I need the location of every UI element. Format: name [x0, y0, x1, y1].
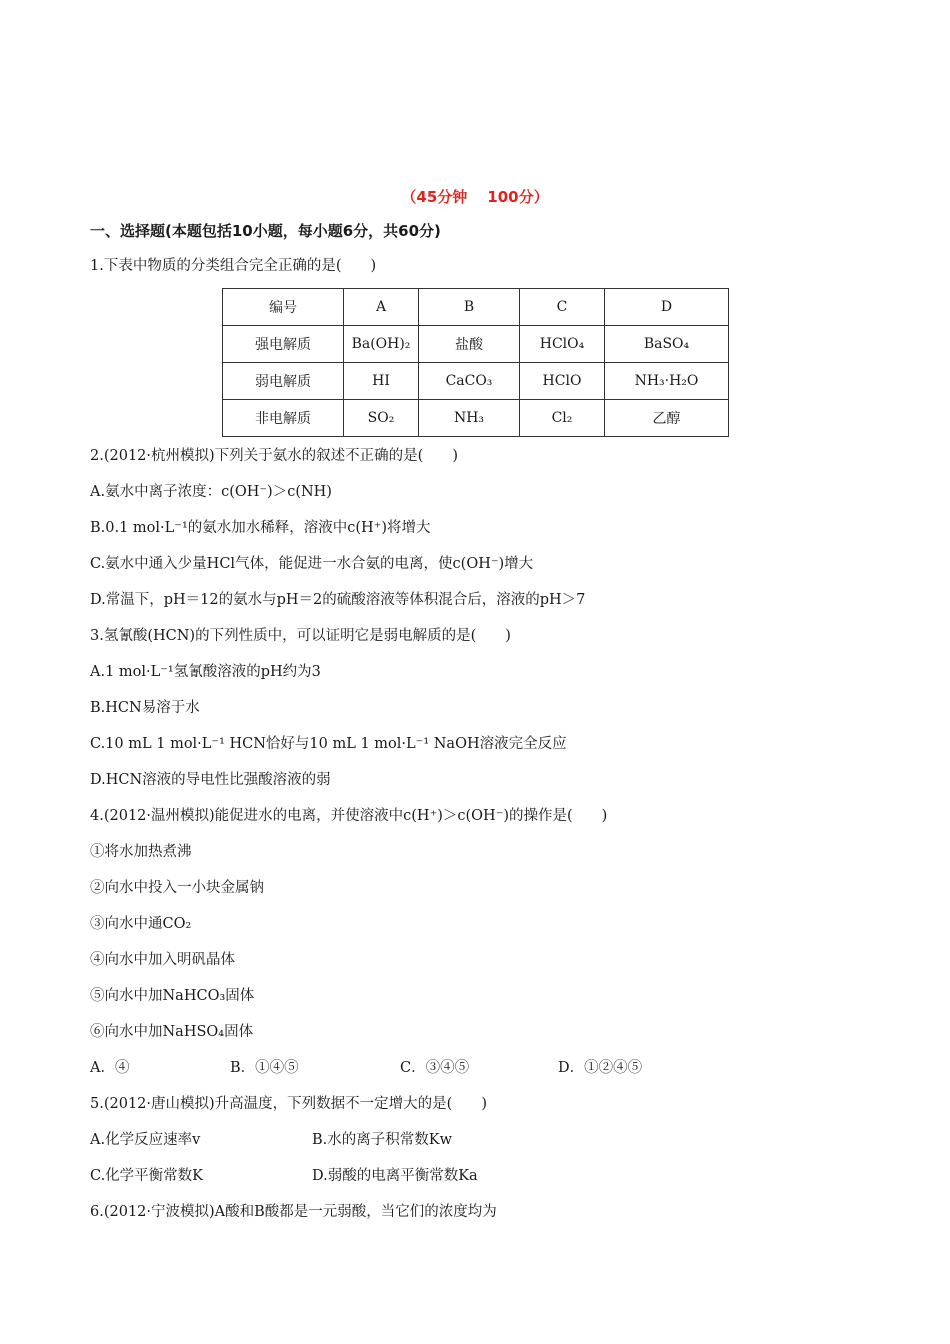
- table-cell: HClO: [520, 363, 605, 400]
- question-5-option-d: D.弱酸的电离平衡常数Ka: [312, 1168, 478, 1184]
- question-4-option-a: A．④: [90, 1060, 130, 1076]
- question-4-item: ④向水中加入明矾晶体: [90, 952, 235, 968]
- question-4-item: ①将水加热煮沸: [90, 844, 192, 860]
- question-4-stem: 4.(2012·温州模拟)能促进水的电离，并使溶液中c(H⁺)＞c(OH⁻)的操作是( ): [90, 808, 608, 824]
- table-cell: 强电解质: [223, 326, 344, 363]
- question-4-item: ⑤向水中加NaHCO₃固体: [90, 988, 255, 1004]
- table-cell: C: [520, 289, 605, 326]
- table-cell: HI: [344, 363, 419, 400]
- question-2-option-d: D.常温下，pH＝12的氨水与pH＝2的硫酸溶液等体积混合后，溶液的pH＞7: [90, 592, 586, 608]
- time-label: （45分钟: [401, 188, 468, 206]
- question-4-option-b: B．①④⑤: [230, 1060, 299, 1076]
- table-cell: Cl₂: [520, 400, 605, 437]
- question-4-item: ②向水中投入一小块金属钠: [90, 880, 264, 896]
- table-cell: 编号: [223, 289, 344, 326]
- question-3-stem: 3.氢氰酸(HCN)的下列性质中，可以证明它是弱电解质的是( ): [90, 628, 511, 644]
- table-cell: 非电解质: [223, 400, 344, 437]
- table-cell: D: [605, 289, 729, 326]
- question-5-row-1: [90, 1130, 452, 1150]
- table-cell: CaCO₃: [419, 363, 520, 400]
- section-title: 一、选择题(本题包括10小题，每小题6分，共60分): [90, 222, 441, 240]
- question-4-option-c: C．③④⑤: [400, 1060, 470, 1076]
- question-5-option-b: B.水的离子积常数Kw: [312, 1132, 453, 1148]
- question-2-stem: 2.(2012·杭州模拟)下列关于氨水的叙述不正确的是( ): [90, 448, 458, 464]
- score-label: 100分）: [487, 188, 549, 206]
- question-3-option-a: A.1 mol·L⁻¹氢氰酸溶液的pH约为3: [90, 664, 321, 680]
- question-6-stem: 6.(2012·宁波模拟)A酸和B酸都是一元弱酸，当它们的浓度均为: [90, 1204, 497, 1220]
- question-2-option-a: A.氨水中离子浓度：c(OH⁻)＞c(NH): [90, 484, 332, 500]
- table-cell: HClO₄: [520, 326, 605, 363]
- table-header-row: [223, 289, 729, 326]
- table-cell: A: [344, 289, 419, 326]
- table-cell: BaSO₄: [605, 326, 729, 363]
- question-4-item: ⑥向水中加NaHSO₄固体: [90, 1024, 254, 1040]
- question-5-option-c: C.化学平衡常数K: [90, 1168, 204, 1184]
- question-4-options: [90, 1058, 642, 1078]
- time-score-header: [0, 186, 950, 207]
- question-3-option-c: C.10 mL 1 mol·L⁻¹ HCN恰好与10 mL 1 mol·L⁻¹ NaOH溶液完全反应: [90, 736, 567, 752]
- table-cell: NH₃: [419, 400, 520, 437]
- table-cell: 弱电解质: [223, 363, 344, 400]
- table-row: [223, 400, 729, 437]
- table-cell: B: [419, 289, 520, 326]
- table-cell: 乙醇: [605, 400, 729, 437]
- question-4-option-d: D．①②④⑤: [558, 1060, 643, 1076]
- question-5-option-a: A.化学反应速率v: [90, 1132, 201, 1148]
- table-row: [223, 326, 729, 363]
- question-4-item: ③向水中通CO₂: [90, 916, 192, 932]
- table-cell: NH₃·H₂O: [605, 363, 729, 400]
- question-2-option-c: C.氨水中通入少量HCl气体，能促进一水合氨的电离，使c(OH⁻)增大: [90, 556, 534, 572]
- question-3-option-d: D.HCN溶液的导电性比强酸溶液的弱: [90, 772, 331, 788]
- question-1-stem: 1.下表中物质的分类组合完全正确的是( ): [90, 258, 377, 274]
- question-5-stem: 5.(2012·唐山模拟)升高温度，下列数据不一定增大的是( ): [90, 1096, 487, 1112]
- table-cell: Ba(OH)₂: [344, 326, 419, 363]
- table-cell: 盐酸: [419, 326, 520, 363]
- question-3-option-b: B.HCN易溶于水: [90, 700, 200, 716]
- question-2-option-b: B.0.1 mol·L⁻¹的氨水加水稀释，溶液中c(H⁺)将增大: [90, 520, 431, 536]
- question-5-row-2: [90, 1166, 478, 1186]
- table-row: [223, 363, 729, 400]
- classification-table: [222, 288, 729, 437]
- table-cell: SO₂: [344, 400, 419, 437]
